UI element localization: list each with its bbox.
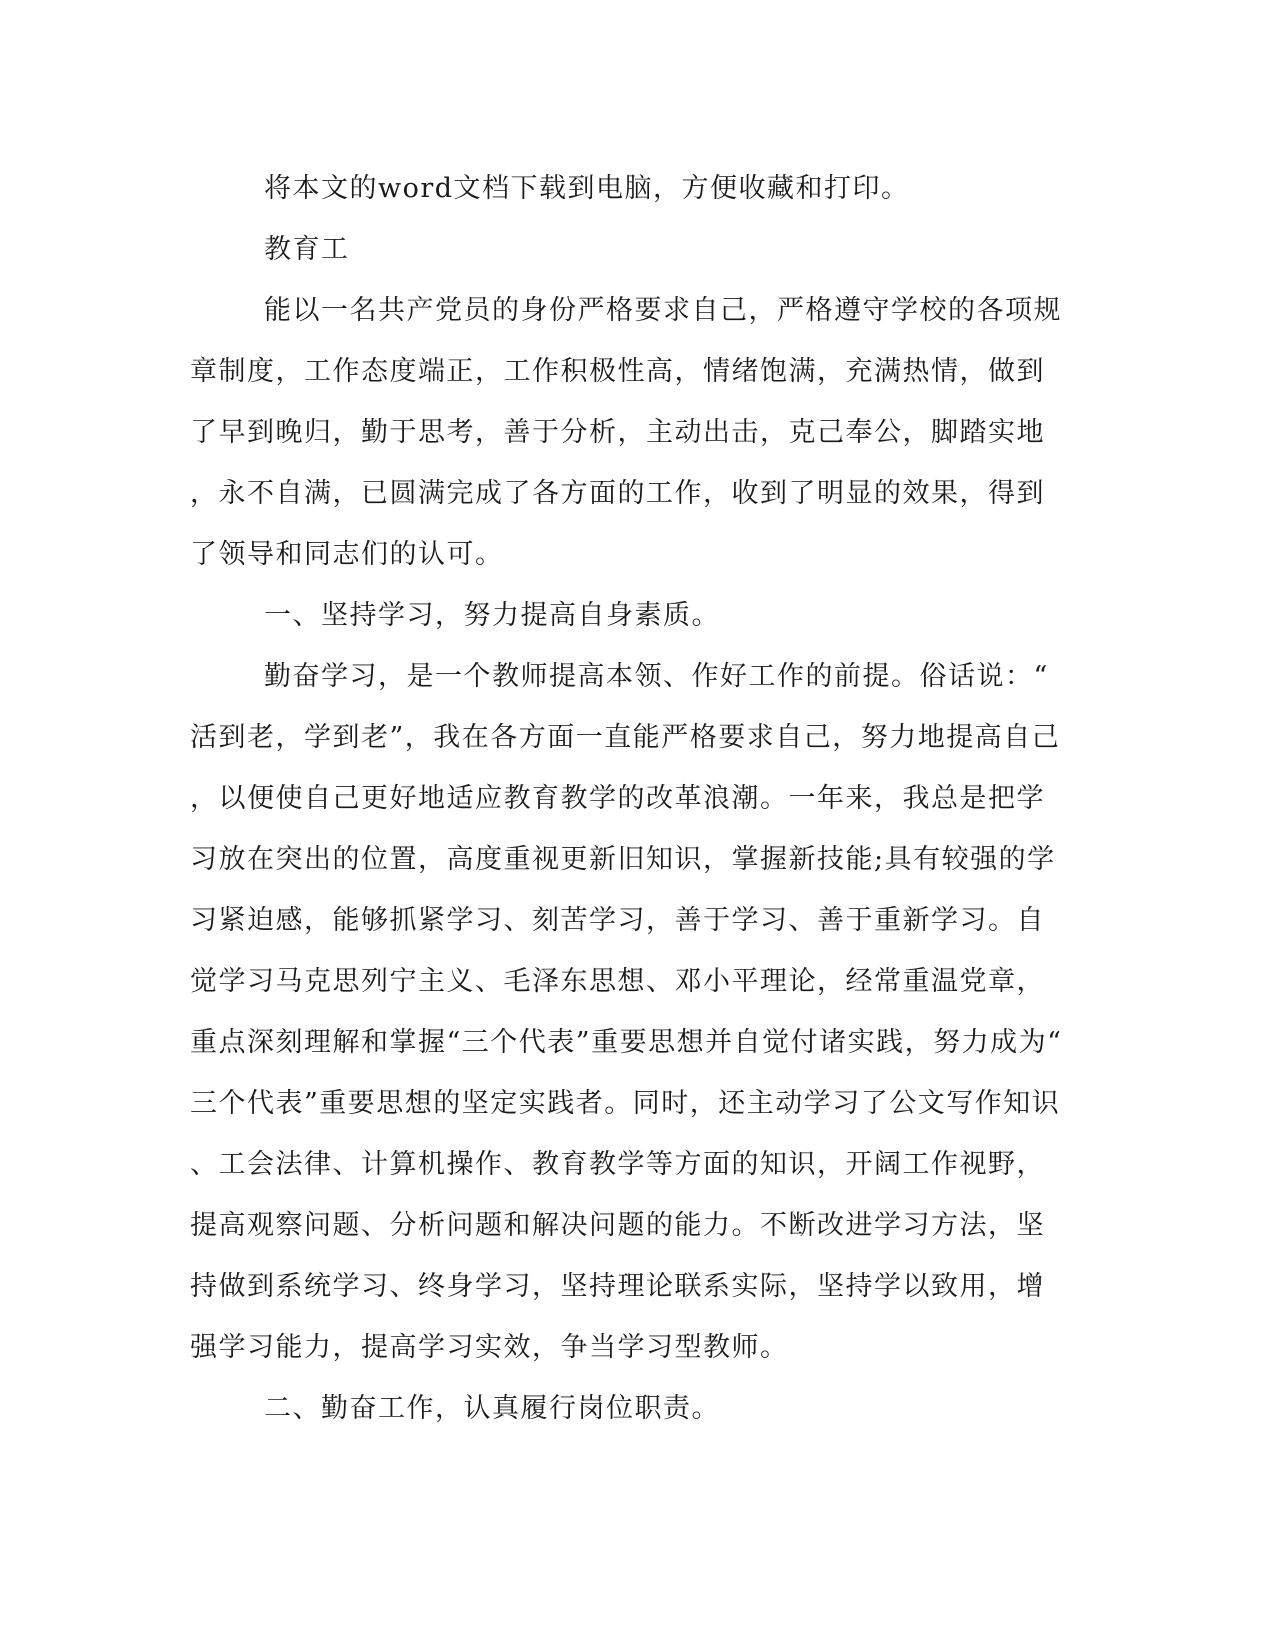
document-title: 教育工 (264, 234, 350, 265)
document-body (190, 158, 1080, 1439)
paragraph-line: ，永不自满，已圆满完成了各方面的工作，收到了明显的效果，得到 (190, 478, 1045, 509)
paragraph-line: 习放在突出的位置，高度重视更新旧知识，掌握新技能;具有较强的学 (190, 844, 1056, 875)
section-heading-1: 一、坚持学习，努力提高自身素质。 (264, 600, 720, 631)
paragraph-line: 章制度，工作态度端正，工作积极性高，情绪饱满，充满热情，做到 (190, 356, 1045, 387)
paragraph-line: 、工会法律、计算机操作、教育教学等方面的知识，开阔工作视野， (190, 1149, 1045, 1180)
paragraph-line: ，以便使自己更好地适应教育教学的改革浪潮。一年来，我总是把学 (190, 783, 1045, 814)
paragraph-line: 提高观察问题、分析问题和解决问题的能力。不断改进学习方法，坚 (190, 1210, 1045, 1241)
paragraph-line: 觉学习马克思列宁主义、毛泽东思想、邓小平理论，经常重温党章， (190, 966, 1045, 997)
paragraph-line: 勤奋学习，是一个教师提高本领、作好工作的前提。俗话说：“ (264, 661, 1049, 692)
paragraph-line: 习紧迫感，能够抓紧学习、刻苦学习，善于学习、善于重新学习。自 (190, 905, 1045, 936)
paragraph-line: 重点深刻理解和掌握“三个代表”重要思想并自觉付诸实践，努力成为“ (190, 1027, 1063, 1058)
paragraph-line: 了领导和同志们的认可。 (190, 539, 504, 570)
section-heading-2: 二、勤奋工作，认真履行岗位职责。 (264, 1393, 720, 1424)
paragraph-line: 了早到晚归，勤于思考，善于分析，主动出击，克己奉公，脚踏实地 (190, 417, 1045, 448)
download-note: 将本文的word文档下载到电脑，方便收藏和打印。 (264, 173, 910, 204)
paragraph-line: 活到老，学到老”，我在各方面一直能严格要求自己，努力地提高自己 (190, 722, 1061, 753)
paragraph-line: 三个代表”重要思想的坚定实践者。同时，还主动学习了公文写作知识 (190, 1088, 1061, 1119)
paragraph-line: 强学习能力，提高学习实效，争当学习型教师。 (190, 1332, 789, 1363)
paragraph-line: 能以一名共产党员的身份严格要求自己，严格遵守学校的各项规 (264, 295, 1062, 326)
paragraph-line: 持做到系统学习、终身学习，坚持理论联系实际，坚持学以致用，增 (190, 1271, 1045, 1302)
